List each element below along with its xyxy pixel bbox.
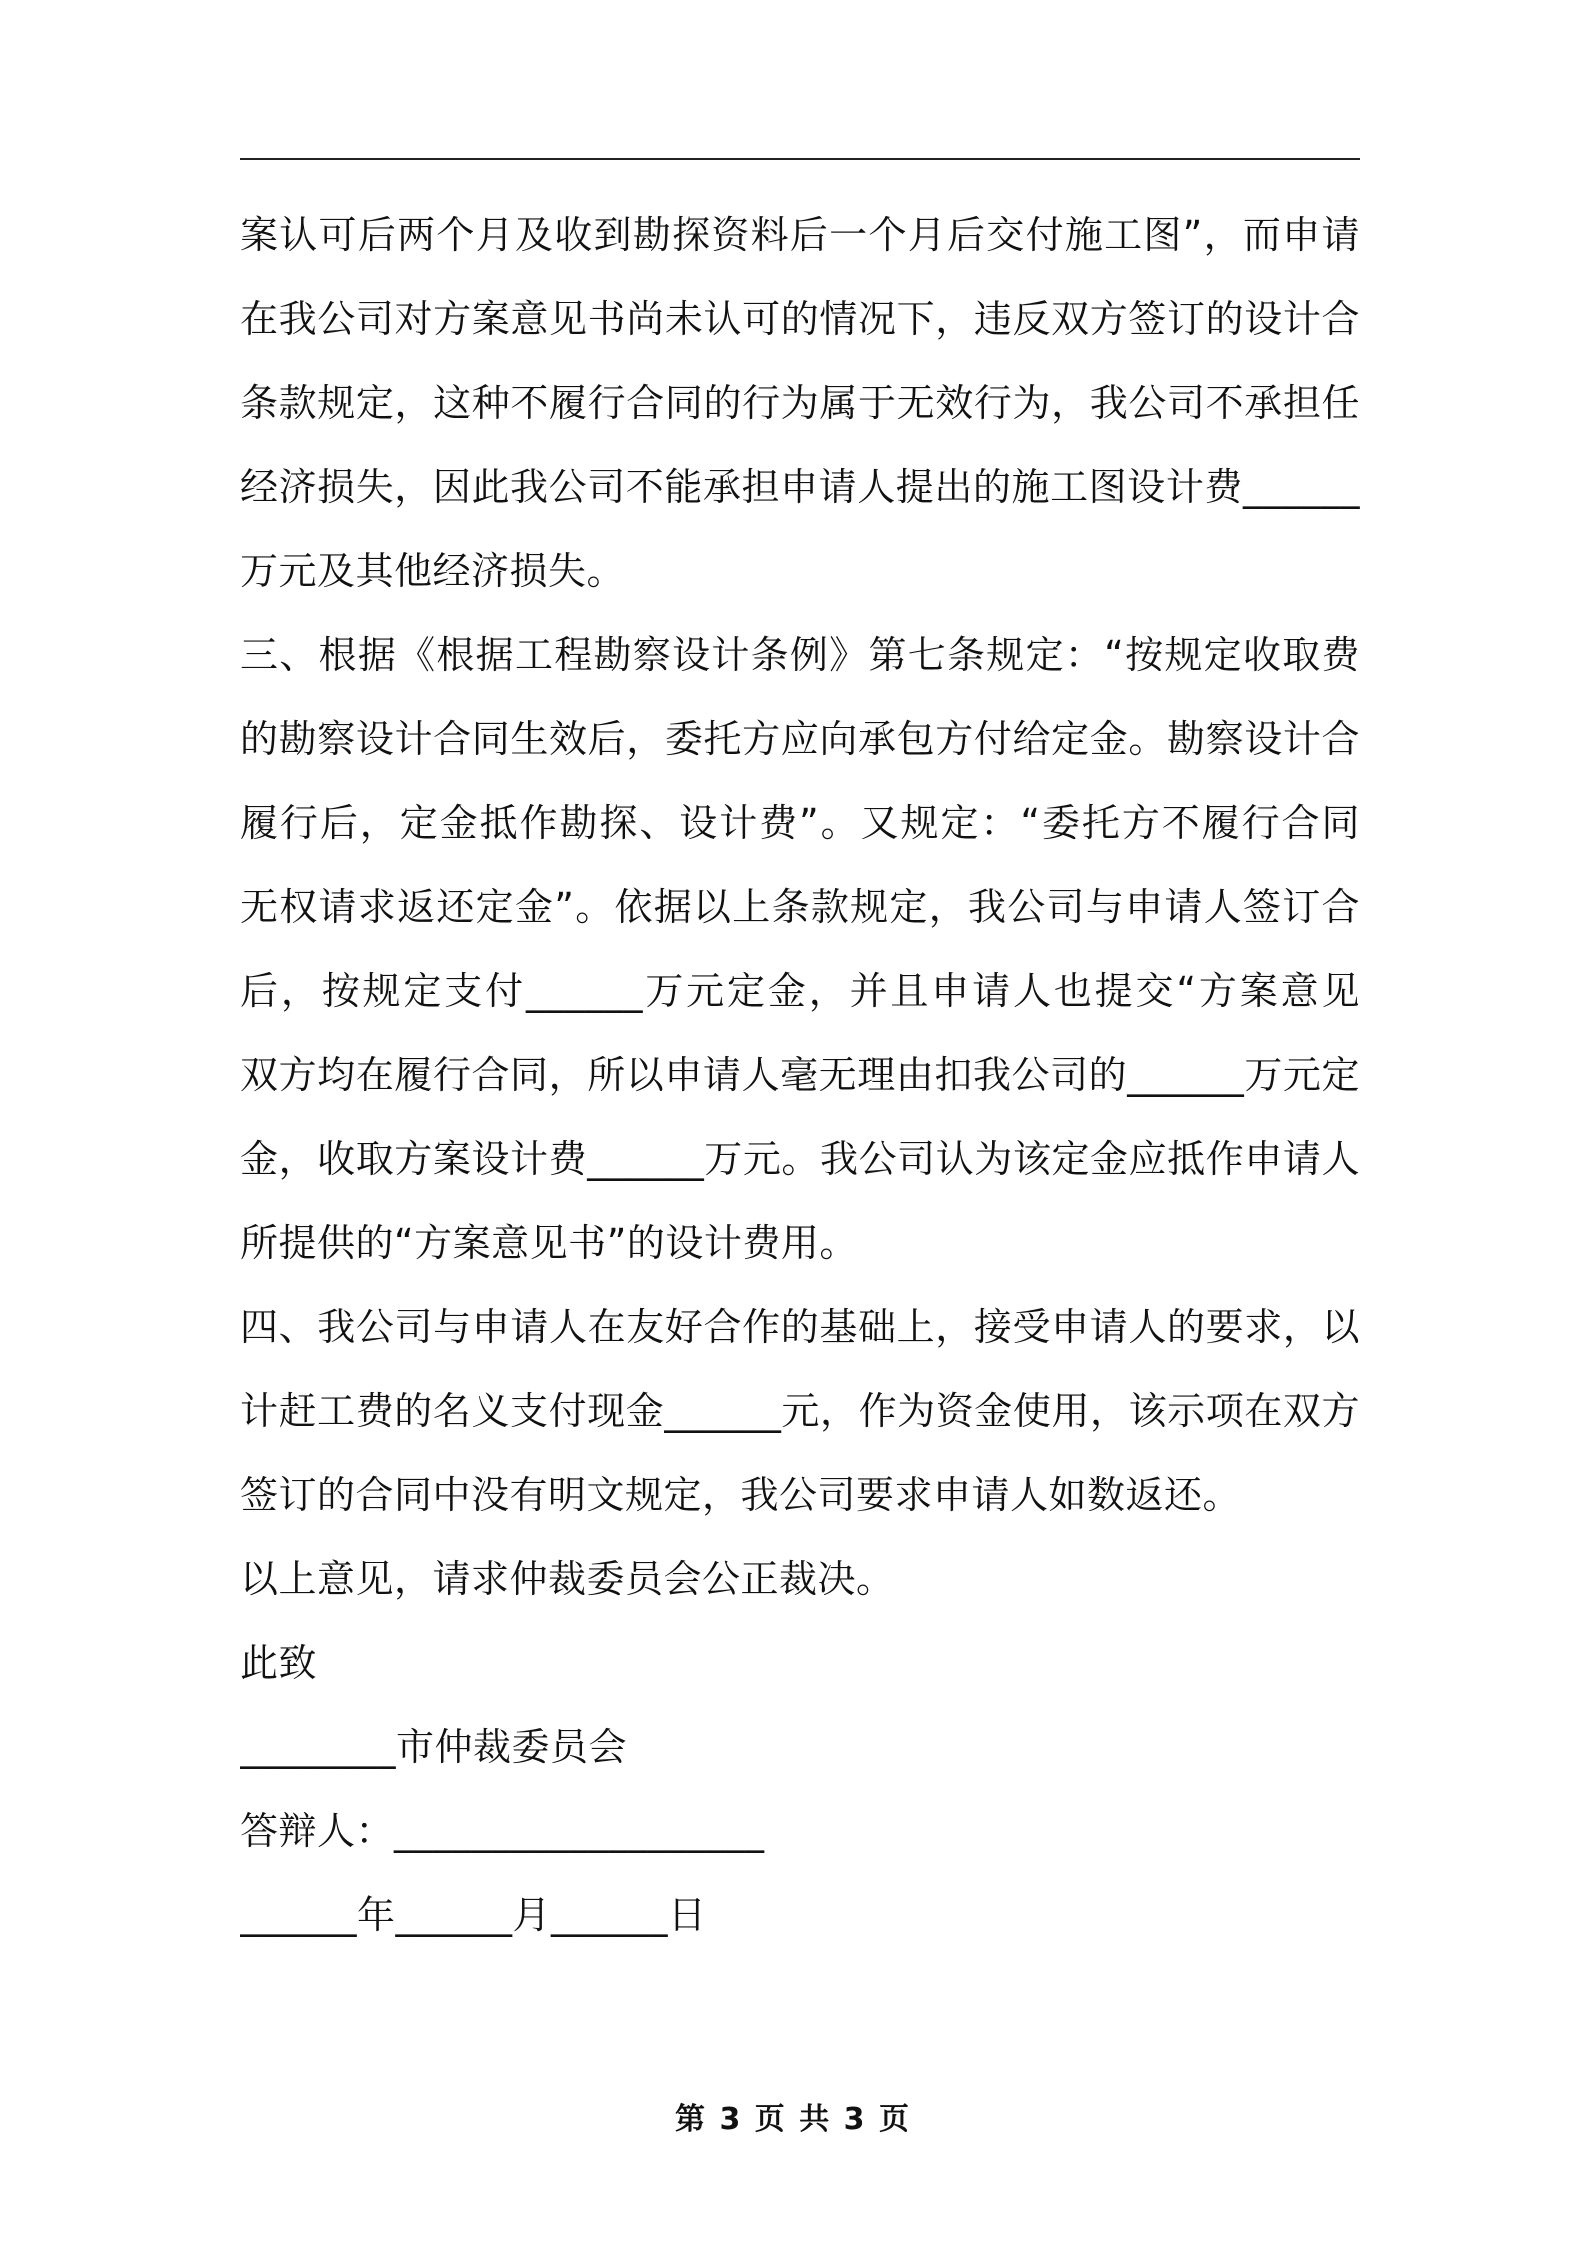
body-line: 经济损失，因此我公司不能承担申请人提出的施工图设计费______ xyxy=(240,465,1360,509)
body-line: 后，按规定支付______万元定金，并且申请人也提交“方案意见 xyxy=(240,969,1360,1013)
respondent-signature-line: 答辩人：___________________ xyxy=(240,1809,765,1853)
date-line: ______年______月______日 xyxy=(240,1893,707,1937)
salutation-line: 此致 xyxy=(240,1641,318,1685)
conclusion-line: 以上意见，请求仲裁委员会公正裁决。 xyxy=(240,1557,895,1601)
body-line: 条款规定，这种不履行合同的行为属于无效行为，我公司不承担任 xyxy=(240,381,1360,425)
body-line: 在我公司对方案意见书尚未认可的情况下，违反双方签订的设计合 xyxy=(240,297,1360,341)
body-line: 计赶工费的名义支付现金______元，作为资金使用，该示项在双方 xyxy=(240,1389,1360,1433)
body-line: 金，收取方案设计费______万元。我公司认为该定金应抵作申请人 xyxy=(240,1137,1360,1181)
document-body xyxy=(240,193,1360,1957)
body-line: 履行后，定金抵作勘探、设计费”。又规定：“委托方不履行合同 xyxy=(240,801,1360,845)
body-line: 签订的合同中没有明文规定，我公司要求申请人如数返还。 xyxy=(240,1473,1242,1517)
body-line: 案认可后两个月及收到勘探资料后一个月后交付施工图”，而申请 xyxy=(240,213,1360,257)
section-three-heading-line: 三、根据《根据工程勘察设计条例》第七条规定：“按规定收取费 xyxy=(240,633,1360,677)
header-rule xyxy=(240,158,1360,160)
body-line: 的勘察设计合同生效后，委托方应向承包方付给定金。勘察设计合 xyxy=(240,717,1360,761)
body-line: 双方均在履行合同，所以申请人毫无理由扣我公司的______万元定 xyxy=(240,1053,1360,1097)
body-line: 万元及其他经济损失。 xyxy=(240,549,626,593)
body-line: 无权请求返还定金”。依据以上条款规定，我公司与申请人签订合 xyxy=(240,885,1360,929)
page-footer: 第 3 页 共 3 页 xyxy=(675,2102,911,2137)
section-four-heading-line: 四、我公司与申请人在友好合作的基础上，接受申请人的要求，以 xyxy=(240,1305,1360,1349)
recipient-line: ________市仲裁委员会 xyxy=(240,1725,628,1769)
body-line: 所提供的“方案意见书”的设计费用。 xyxy=(240,1221,858,1265)
